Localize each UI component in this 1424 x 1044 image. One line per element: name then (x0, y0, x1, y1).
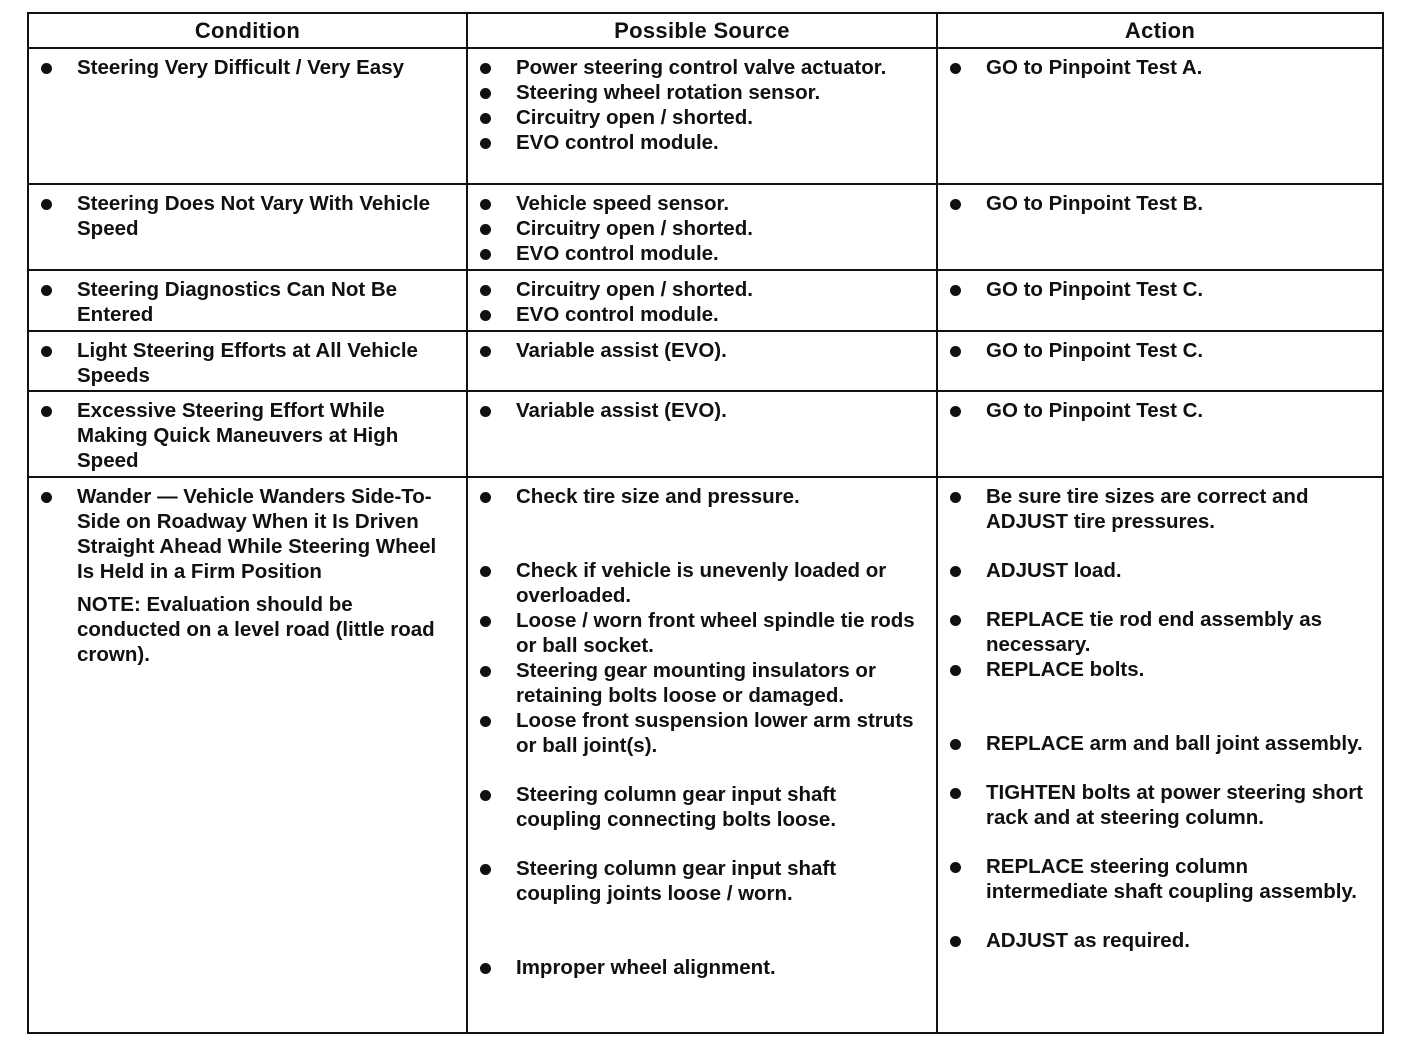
bullet-icon (41, 63, 52, 74)
bullet-icon (480, 666, 491, 677)
bullet-icon (950, 862, 961, 873)
source-item: Check tire size and pressure. (476, 484, 926, 509)
source-cell (467, 391, 937, 477)
bullet-icon (950, 199, 961, 210)
bullet-icon (950, 615, 961, 626)
source-cell (467, 270, 937, 331)
action-item: TIGHTEN bolts at power steering short rack and at steering column. (946, 780, 1372, 830)
table-row (28, 48, 1383, 184)
table-row (28, 391, 1383, 477)
condition-item: Steering Does Not Vary With Vehicle Speed (37, 191, 456, 241)
bullet-icon (41, 406, 52, 417)
condition-item: Light Steering Efforts at All Vehicle Speeds (37, 338, 456, 388)
bullet-icon (480, 138, 491, 149)
source-cell (467, 48, 937, 184)
bullet-icon (41, 492, 52, 503)
bullet-icon (480, 346, 491, 357)
condition-cell (28, 391, 467, 477)
source-item: Power steering control valve actuator. (476, 55, 926, 80)
action-cell (937, 48, 1383, 184)
condition-cell (28, 331, 467, 391)
action-item: REPLACE bolts. (946, 657, 1372, 682)
bullet-icon (950, 936, 961, 947)
action-item: ADJUST load. (946, 558, 1372, 583)
condition-cell (28, 184, 467, 270)
source-item: Steering wheel rotation sensor. (476, 80, 926, 105)
table-row (28, 477, 1383, 1033)
source-item: Variable assist (EVO). (476, 338, 926, 363)
condition-item: Wander — Vehicle Wanders Side-To-Side on Roadway When it Is Driven Straight Ahead While Steering Wheel Is Held in a Firm Position (37, 484, 456, 584)
bullet-icon (950, 406, 961, 417)
source-item: Loose front suspension lower arm struts or ball joint(s). (476, 708, 926, 758)
table-row (28, 270, 1383, 331)
source-item: Steering gear mounting insulators or retaining bolts loose or damaged. (476, 658, 926, 708)
bullet-icon (480, 566, 491, 577)
bullet-icon (950, 739, 961, 750)
bullet-icon (950, 566, 961, 577)
bullet-icon (950, 346, 961, 357)
source-item: EVO control module. (476, 130, 926, 155)
action-cell (937, 391, 1383, 477)
source-item: Check if vehicle is unevenly loaded or overloaded. (476, 558, 926, 608)
action-item: GO to Pinpoint Test C. (946, 277, 1372, 302)
action-item: ADJUST as required. (946, 928, 1372, 953)
source-cell (467, 477, 937, 1033)
condition-item: Steering Very Difficult / Very Easy (37, 55, 456, 80)
source-item: Steering column gear input shaft coupling connecting bolts loose. (476, 782, 926, 832)
source-cell (467, 184, 937, 270)
bullet-icon (480, 406, 491, 417)
source-item: Loose / worn front wheel spindle tie rods or ball socket. (476, 608, 926, 658)
bullet-icon (480, 224, 491, 235)
header-row (28, 13, 1383, 48)
bullet-icon (480, 285, 491, 296)
source-item: Vehicle speed sensor. (476, 191, 926, 216)
action-cell (937, 184, 1383, 270)
bullet-icon (480, 88, 491, 99)
bullet-icon (950, 63, 961, 74)
action-item: GO to Pinpoint Test B. (946, 191, 1372, 216)
bullet-icon (480, 716, 491, 727)
bullet-icon (480, 249, 491, 260)
diagnosis-table (27, 12, 1384, 1034)
source-item: Circuitry open / shorted. (476, 216, 926, 241)
bullet-icon (950, 665, 961, 676)
bullet-icon (480, 790, 491, 801)
source-item: Improper wheel alignment. (476, 955, 926, 980)
source-item: Circuitry open / shorted. (476, 105, 926, 130)
condition-item: Steering Diagnostics Can Not Be Entered (37, 277, 456, 327)
action-item: Be sure tire sizes are correct and ADJUST tire pressures. (946, 484, 1372, 534)
action-item: REPLACE tie rod end assembly as necessary. (946, 607, 1372, 657)
condition-item: Excessive Steering Effort While Making Quick Maneuvers at High Speed (37, 398, 456, 473)
condition-cell (28, 477, 467, 1033)
action-item: GO to Pinpoint Test C. (946, 338, 1372, 363)
action-item: REPLACE arm and ball joint assembly. (946, 731, 1372, 756)
bullet-icon (41, 346, 52, 357)
bullet-icon (480, 616, 491, 627)
table-row (28, 184, 1383, 270)
bullet-icon (950, 492, 961, 503)
bullet-icon (480, 310, 491, 321)
action-cell (937, 331, 1383, 391)
action-cell (937, 270, 1383, 331)
bullet-icon (41, 199, 52, 210)
condition-note: NOTE: Evaluation should be conducted on a level road (little road crown). (77, 593, 435, 666)
bullet-icon (480, 113, 491, 124)
bullet-icon (480, 864, 491, 875)
action-cell (937, 477, 1383, 1033)
action-item: GO to Pinpoint Test A. (946, 55, 1372, 80)
table-row (28, 331, 1383, 391)
source-item: EVO control module. (476, 302, 926, 327)
bullet-icon (41, 285, 52, 296)
action-item: REPLACE steering column intermediate shaft coupling assembly. (946, 854, 1372, 904)
bullet-icon (480, 63, 491, 74)
bullet-icon (950, 285, 961, 296)
bullet-icon (480, 492, 491, 503)
condition-cell (28, 270, 467, 331)
source-item: Steering column gear input shaft coupling joints loose / worn. (476, 856, 926, 906)
source-item: Circuitry open / shorted. (476, 277, 926, 302)
bullet-icon (950, 788, 961, 799)
action-item: GO to Pinpoint Test C. (946, 398, 1372, 423)
header-condition: Condition (28, 13, 467, 48)
source-cell (467, 331, 937, 391)
header-possible-source: Possible Source (467, 13, 937, 48)
condition-cell (28, 48, 467, 184)
bullet-icon (480, 963, 491, 974)
source-item: EVO control module. (476, 241, 926, 266)
source-item: Variable assist (EVO). (476, 398, 926, 423)
header-action: Action (937, 13, 1383, 48)
bullet-icon (480, 199, 491, 210)
